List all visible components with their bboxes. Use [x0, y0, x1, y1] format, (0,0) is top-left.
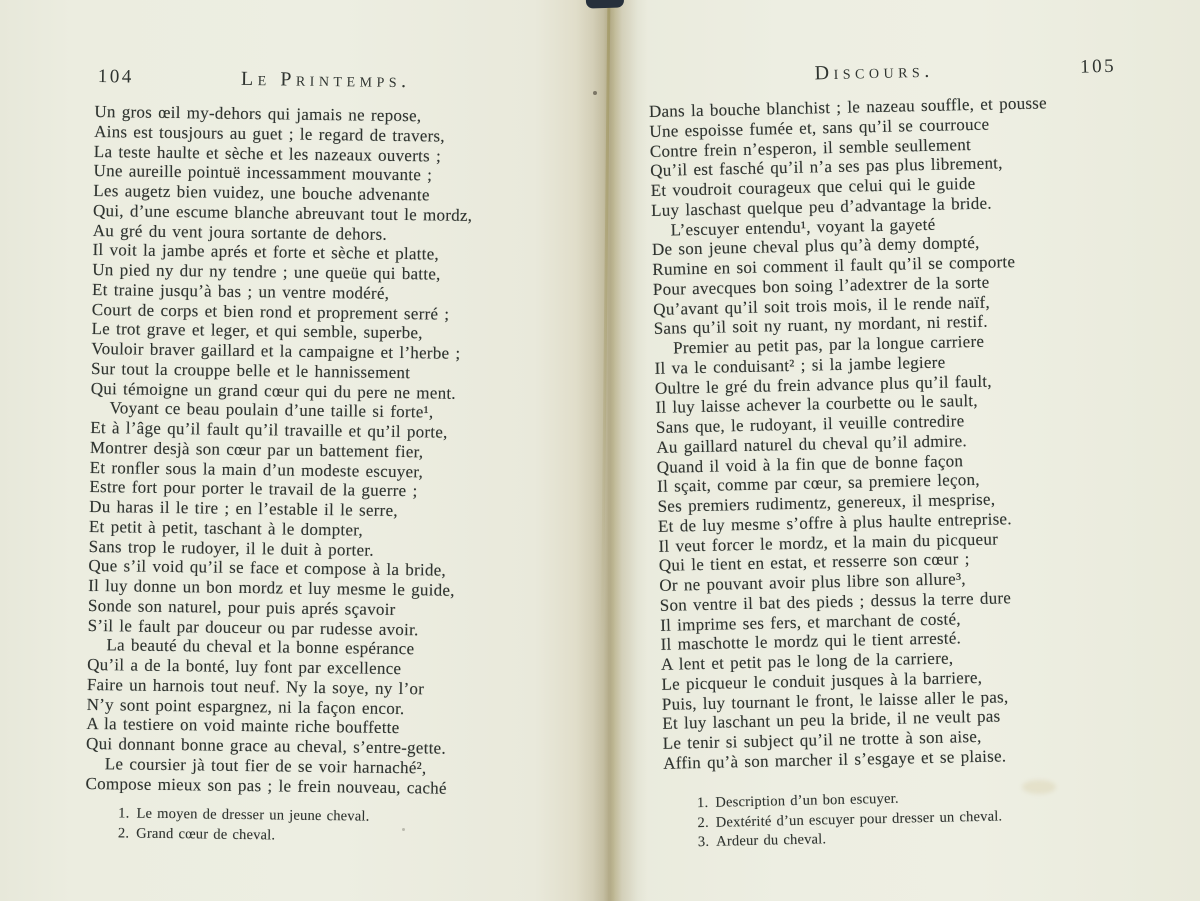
poem-line: Voyant ce beau poulain d’une taille si forte¹,	[109, 398, 434, 422]
right-page-number: 105	[1079, 55, 1117, 78]
poem-line: Court de corps et bien rond et proprement serré ;	[91, 299, 450, 324]
poem-line: Qui le tient en estat, et resserre son cœur ;	[658, 549, 970, 576]
footnote-number: 3.	[697, 833, 710, 851]
right-running-header: Discours.	[814, 59, 934, 85]
right-footnotes	[697, 787, 1003, 852]
poem-line: Or ne pouvant avoir plus libre son allure³,	[659, 569, 967, 595]
poem-line: Il sçait, comme par cœur, sa premiere leçon,	[656, 470, 980, 497]
poem-line: Du haras il le tire ; en l’estable il le serre,	[89, 496, 398, 521]
poem-line: La beauté du cheval et la bonne espérance	[106, 635, 415, 659]
footnote-text: Grand cœur de cheval.	[136, 825, 276, 843]
poem-line: Faire un harnois tout neuf. Ny la soye, ny l’or	[86, 674, 425, 699]
poem-line: Au gré du vent joura sortante de dehors.	[92, 220, 388, 244]
poem-line: Vouloir braver gaillard et la campaigne et l’herbe ;	[91, 338, 461, 363]
poem-line: Ses premiers rudimentz, genereux, il mesprise,	[657, 489, 996, 516]
poem-line: A lent et petit pas le long de la carriere,	[660, 648, 954, 674]
spine-edge	[586, 0, 624, 9]
footnote-number: 1.	[696, 794, 709, 812]
footnote	[118, 804, 370, 827]
poem-line: Qu’avant qu’il soit trois mois, il le rende naïf,	[653, 292, 991, 319]
poem-line: Sans trop le rudoyer, il le duit à porter.	[88, 536, 374, 560]
left-poem	[85, 102, 556, 799]
left-page-header	[95, 66, 557, 94]
poem-line: Sans qu’il soit ny ruant, ny mordant, ni restif.	[653, 311, 988, 339]
poem-line: Oultre le gré du frein advance plus qu’il fault,	[654, 371, 992, 398]
poem-line: Un gros œil my-dehors qui jamais ne repose,	[94, 101, 422, 126]
poem-line: Une espoisse fumée et, sans qu’il se courrouce	[649, 114, 990, 141]
poem-line: Il veut forcer le mordz, et la main du picqueur	[658, 528, 999, 556]
poem-line: Et à l’âge qu’il fault qu’il travaille et qu’il porte,	[90, 417, 448, 442]
poem-line: Le tenir si subject qu’il ne trotte à son aise,	[662, 726, 982, 753]
poem-line: La teste haulte et sèche et les nazeaux ouverts ;	[93, 141, 442, 166]
poem-line: Le picqueur le conduit jusques à la barriere,	[661, 667, 983, 694]
poem-line: Le trot grave et leger, et qui semble, superbe,	[91, 319, 423, 343]
left-page-number: 104	[97, 66, 134, 88]
footnote-text: Dextérité d’un escuyer pour dresser un cheval.	[715, 807, 1003, 831]
poem-line: Contre frein n’esperon, il semble seullement	[649, 134, 972, 161]
poem-line: N’y sont point espargnez, ni la façon encor.	[86, 694, 405, 718]
poem-line: Affin qu’à son marcher il s’esgaye et se plaise.	[663, 746, 1007, 773]
poem-line: Les augetz bien vuidez, une bouche advenante	[93, 180, 430, 205]
poem-line: Montrer desjà son cœur par un battement fier,	[89, 437, 424, 462]
poem-line: Son ventre il bat des pieds ; dessus la terre dure	[659, 587, 1012, 615]
poem-line: Rumine en soi comment il fault qu’il se comporte	[652, 252, 1016, 279]
footnote-text: Ardeur du cheval.	[716, 831, 827, 850]
poem-line: Premier au petit pas, par la longue carriere	[672, 331, 985, 358]
poem-line: Quand il void à la fin que de bonne façon	[656, 450, 964, 477]
poem-line: Et de luy mesme s’offre à plus haulte entreprise.	[657, 508, 1012, 536]
poem-line: L’escuyer entendu¹, voyant la gayeté	[670, 214, 936, 240]
poem-line: Qu’il est fasché qu’il n’a ses pas plus librement,	[650, 153, 1003, 181]
footnote-number: 2.	[117, 824, 130, 842]
poem-line: Qui témoigne un grand cœur qui du pere ne ment.	[90, 378, 457, 403]
poem-line: Qui, d’une escume blanche abreuvant tout le mordz,	[92, 200, 473, 225]
poem-line: Et voudroit courageux que celui qui le guide	[650, 173, 976, 200]
poem-line: Sonde son naturel, pour puis aprés sçavoir	[87, 595, 396, 619]
footnote-text: Le moyen de dresser un jeune cheval.	[136, 805, 370, 825]
poem-line: Il voit la jambe aprés et forte et sèche et platte,	[92, 240, 440, 264]
poem-line: Pour avecques bon soing l’adextrer de la sorte	[652, 272, 990, 299]
paper-stain	[1022, 780, 1056, 794]
footnote	[118, 824, 370, 847]
poem-line: Il imprime ses fers, et marchant de costé,	[659, 608, 962, 635]
poem-line: Il va le conduisant² ; si la jambe legiere	[654, 352, 946, 378]
poem-line: De son jeune cheval plus qu’à demy dompté,	[651, 233, 980, 260]
paper-speck	[402, 828, 405, 831]
poem-line: Il luy donne un bon mordz et luy mesme le guide,	[88, 575, 455, 600]
poem-line: Estre fort pour porter le travail de la guerre ;	[89, 477, 418, 501]
poem-line: Un pied ny dur ny tendre ; une queüe qui batte,	[92, 259, 441, 284]
footnote-number: 2.	[697, 814, 709, 831]
poem-line: Une aureille pointuë incessamment mouvante ;	[93, 161, 433, 185]
poem-line: Sans que, le rudoyant, il veuille contredire	[655, 411, 965, 437]
left-running-header: Le Printemps.	[240, 67, 411, 93]
poem-line: Au gaillard naturel du cheval qu’il admire.	[656, 430, 968, 457]
poem-line: A la testiere on void mainte riche bouffette	[86, 714, 400, 738]
poem-line: Il maschotte le mordz qui le tient arresté.	[660, 628, 962, 655]
poem-line: S’il le fault par douceur ou par rudesse avoir.	[87, 615, 419, 639]
poem-line: Sur tout la crouppe belle et le hannissement	[90, 358, 411, 382]
footnote-number: 1.	[118, 805, 130, 822]
poem-line: Puis, luy tournant le front, le laisse aller le pas,	[661, 686, 1009, 714]
poem-line: Dans la bouche blanchist ; le nazeau souffle, et pousse	[648, 93, 1048, 121]
poem-line: Il luy laisse achever la courbette ou le sault,	[655, 391, 979, 418]
poem-line: Qui donnant bonne grace au cheval, s’entre-gette.	[86, 733, 447, 758]
poem-line: Et ronfler sous la main d’un modeste escuyer,	[89, 457, 424, 481]
right-poem	[649, 91, 1156, 773]
poem-line: Que s’il void qu’il se face et compose à la bride,	[88, 556, 447, 580]
paper-speck	[593, 91, 597, 95]
footnote-text: Description d’un bon escuyer.	[715, 790, 899, 811]
left-page-content	[85, 66, 557, 843]
poem-line: Qu’il a de la bonté, luy font par excellence	[87, 654, 402, 679]
poem-line: Le coursier jà tout fier de se voir harnaché²,	[104, 753, 427, 778]
poem-line: Compose mieux son pas ; le frein nouveau, caché	[85, 773, 447, 798]
poem-line: Et traine jusqu’à bas ; un ventre modéré,	[91, 279, 390, 303]
left-footnotes	[118, 804, 370, 846]
poem-line: Luy laschast quelque peu d’advantage la bride.	[650, 193, 992, 220]
poem-line: Et luy laschant un peu la bride, il ne veult pas	[662, 706, 1001, 734]
poem-line: Ains est tousjours au guet ; le regard de travers,	[94, 121, 446, 146]
poem-line: Et petit à petit, taschant à le dompter,	[88, 516, 364, 540]
